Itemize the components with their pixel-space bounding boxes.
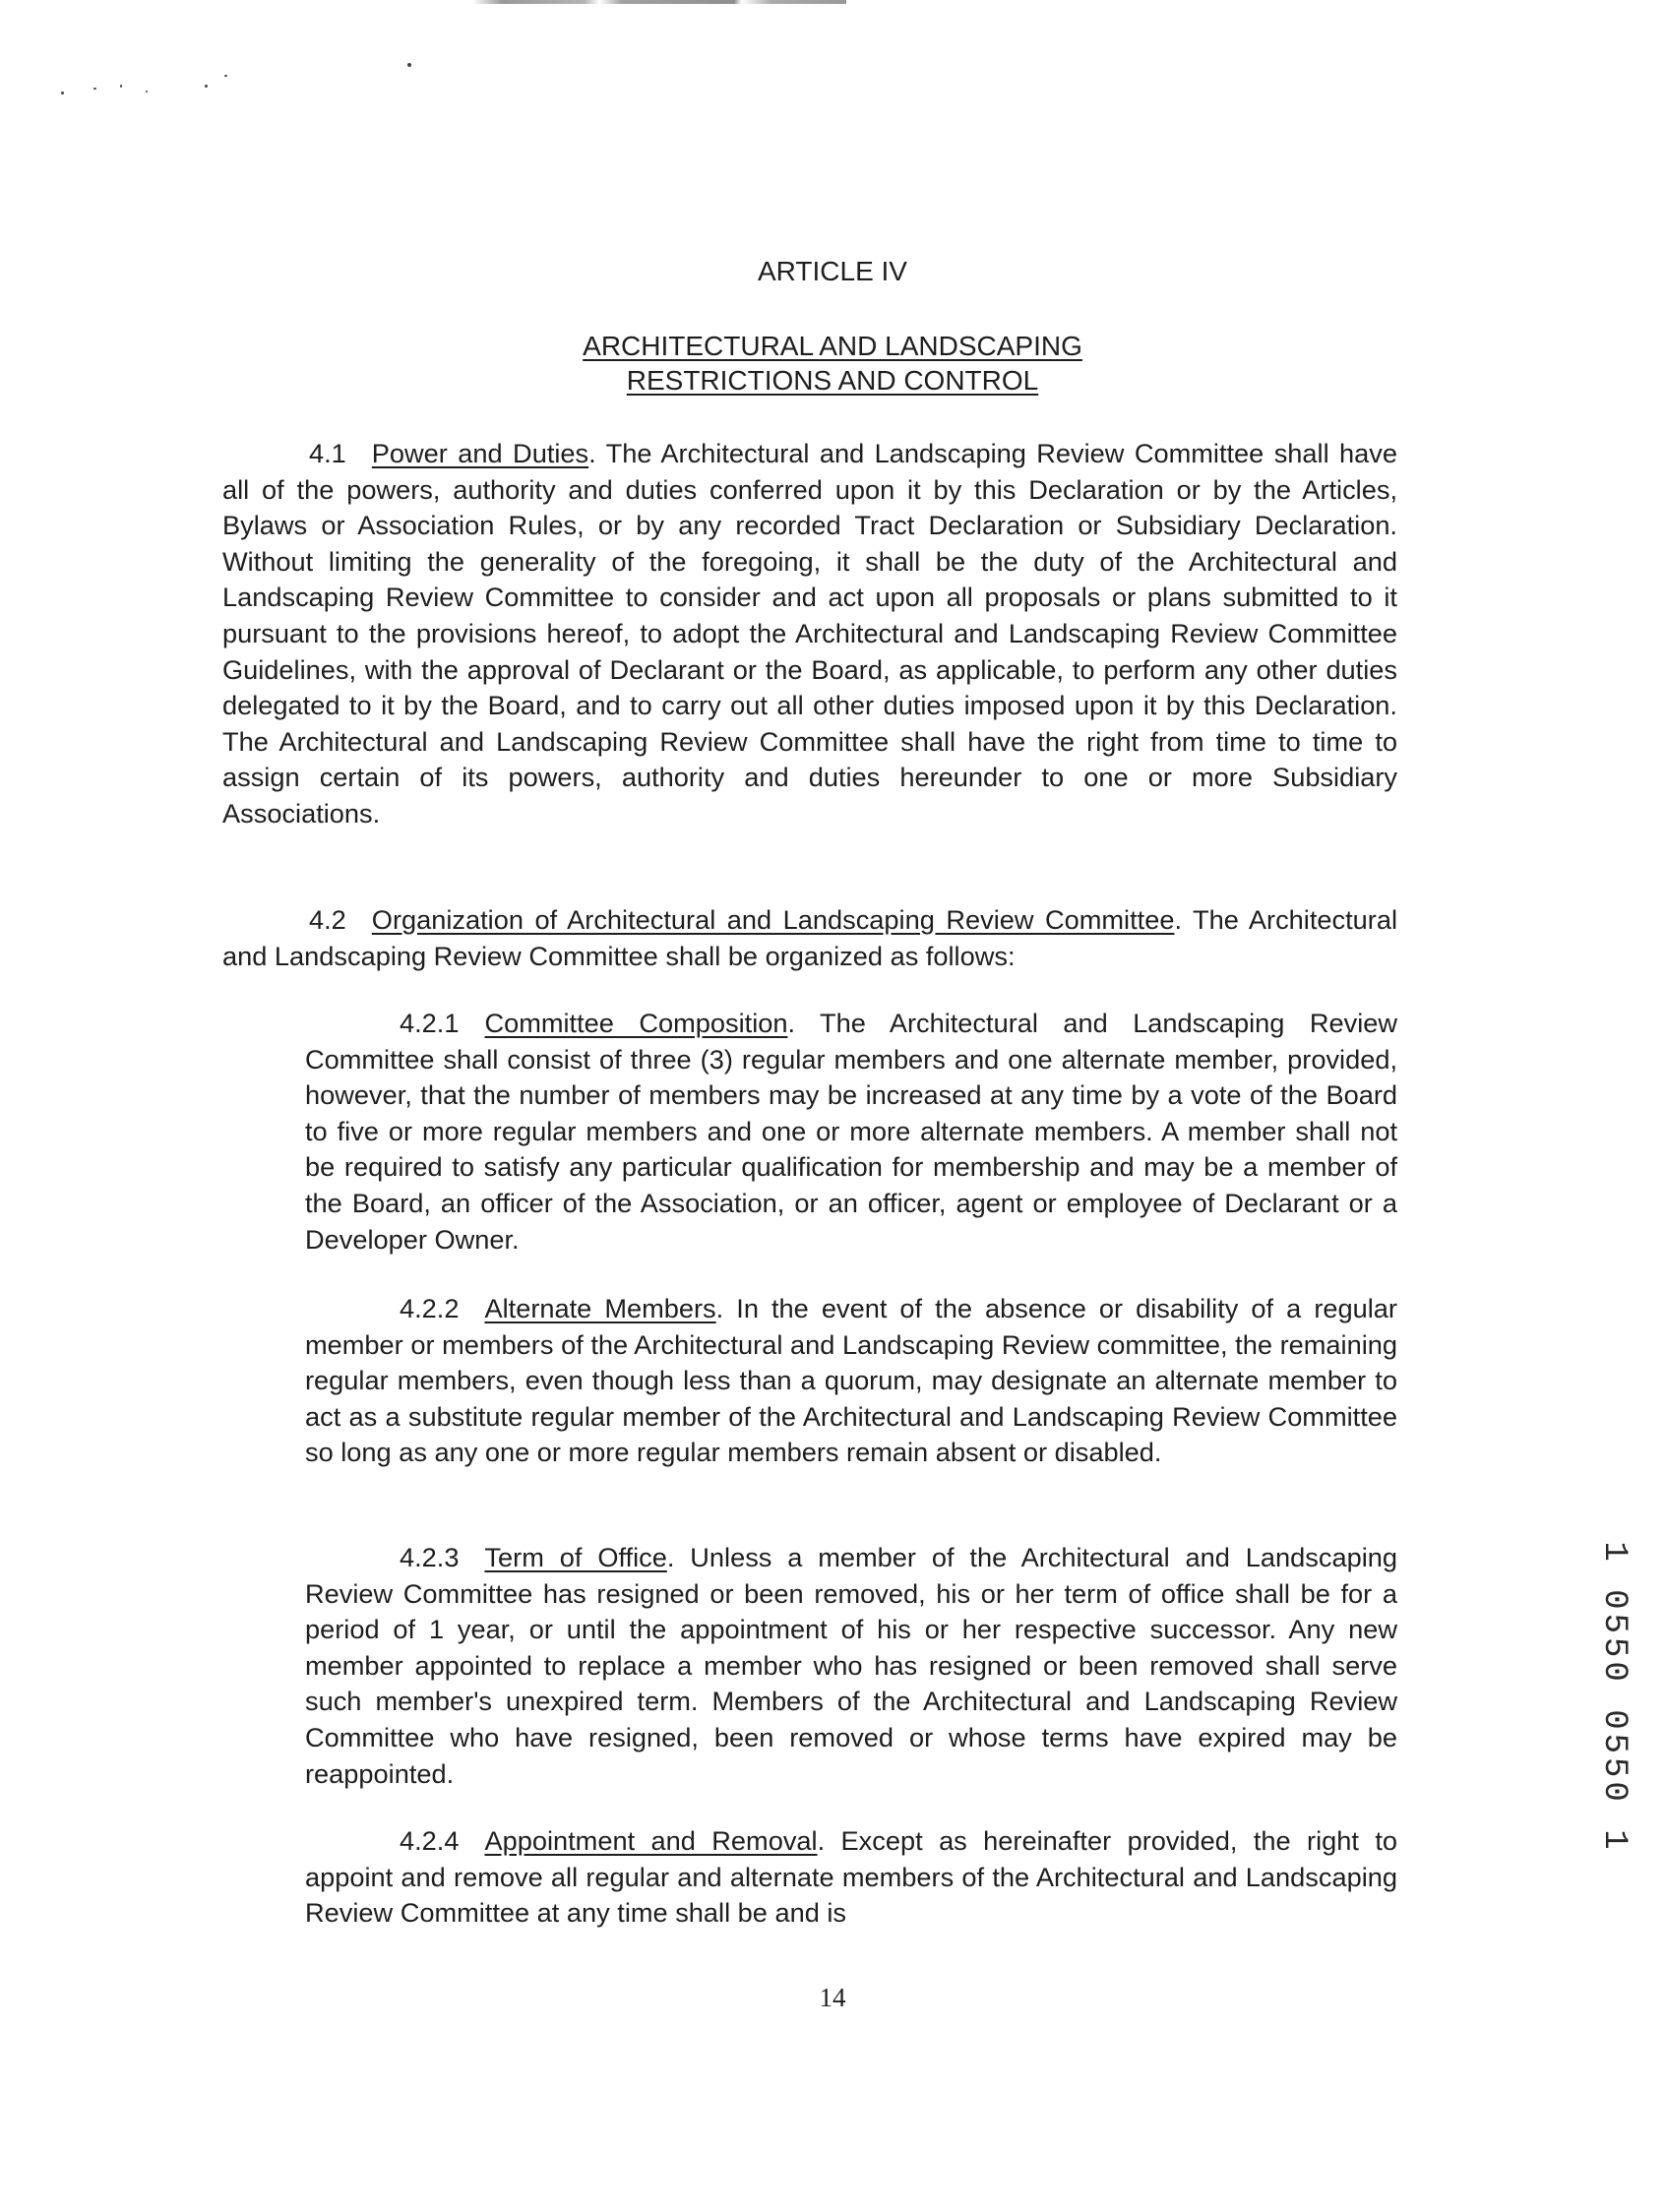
section-body: . The Architectural and Landscaping Review Committee shall have all of the powers, authority and duties conferred upon it by this Declaration or by the Articles, Bylaws or Association Rules, or by any recorded Tract Declaration or Subsidiary Declaration. Without limiting the generality of the foregoing, it shall be the duty of the Architectural and Landscaping Review Committee to consider and act upon all proposals or plans submitted to it pursuant to the provisions hereof, to adopt the Architectural and Landscaping Review Committee Guidelines, with the approval of Declarant or the Board, as applicable, to perform any other duties delegated to it by the Board, and to carry out all other duties imposed upon it by this Declaration. The Architectural and Landscaping Review Committee shall have the right from time to time to assign certain of its powers, authority and duties hereunder to one or more Subsidiary Associations. xyxy=(222,438,1397,829)
section-body: . In the event of the absence or disability of a regular member or members of the Architectural and Landscaping Review committee, the remaining regular members, even though less than a quorum, may designate an alternate member to act as a substitute regular member of the Architectural and Landscaping Review Committee so long as any one or more regular members remain absent or disabled. xyxy=(305,1293,1397,1468)
scan-artifact xyxy=(472,0,846,4)
side-stamp xyxy=(1594,1541,1634,1854)
section-number: 4.2.4 xyxy=(400,1825,460,1856)
section-heading: Committee Composition xyxy=(484,1008,788,1038)
scan-speck xyxy=(205,85,208,88)
scan-speck xyxy=(407,63,411,67)
article-title: ARTICLE IV xyxy=(758,256,907,286)
section-body: . The Architectural and Landscaping Review Committee shall be organized as follows: xyxy=(222,904,1397,971)
section-4-1 xyxy=(222,436,1397,832)
section-heading: Appointment and Removal xyxy=(484,1825,818,1856)
section-heading: Power and Duties xyxy=(371,438,589,468)
section-body: . Unless a member of the Architectural and Landscaping Review Committee has resigned or been removed, his or her term of office shall be for a period of 1 year, or until the appointment of his or her respective successor. Any new member appointed to replace a member who has resigned or been removed shall serve such member's unexpired term. Members of the Architectural and Landscaping Review Committee who have resigned, been removed or whose terms have expired may be reappointed. xyxy=(305,1542,1397,1789)
section-4-2-4 xyxy=(305,1823,1397,1932)
section-body: . The Architectural and Landscaping Review Committee shall consist of three (3) regular members and one alternate member, provided, however, that the number of members may be increased at any time by a vote of the Board to five or more regular members and one or more alternate members. A member shall not be required to satisfy any particular qualification for membership and may be a member of the Board, an officer of the Association, or an officer, agent or employee of Declarant or a Developer Owner. xyxy=(305,1008,1397,1255)
scan-speck xyxy=(146,91,148,92)
section-heading: Alternate Members xyxy=(484,1293,716,1323)
side-stamp-text: 1 0550 0550 1 xyxy=(1595,1541,1633,1854)
article-subtitle-line2: RESTRICTIONS AND CONTROL xyxy=(626,365,1039,396)
section-heading: Organization of Architectural and Landscaping Review Committee xyxy=(371,904,1175,935)
section-4-2-3 xyxy=(305,1540,1397,1792)
section-4-2 xyxy=(222,902,1397,974)
page-number: 14 xyxy=(819,1983,846,2012)
section-body: . Except as hereinafter provided, the right to appoint and remove all regular and alternate members of the Architectural and Landscaping Review Committee at any time shall be and is xyxy=(305,1825,1397,1929)
section-4-2-1 xyxy=(305,1006,1397,1258)
section-4-2-2 xyxy=(305,1291,1397,1471)
scan-speck xyxy=(93,88,96,90)
scan-speck xyxy=(120,85,122,88)
article-subtitle xyxy=(0,329,1665,398)
section-number: 4.1 xyxy=(309,438,346,468)
section-number: 4.2.1 xyxy=(400,1008,460,1038)
section-number: 4.2 xyxy=(309,904,346,935)
scan-speck xyxy=(224,75,227,77)
scan-speck xyxy=(61,92,64,94)
section-number: 4.2.3 xyxy=(400,1542,460,1572)
article-subtitle-line1: ARCHITECTURAL AND LANDSCAPING xyxy=(583,331,1082,361)
section-number: 4.2.2 xyxy=(400,1293,460,1323)
section-heading: Term of Office xyxy=(484,1542,667,1572)
